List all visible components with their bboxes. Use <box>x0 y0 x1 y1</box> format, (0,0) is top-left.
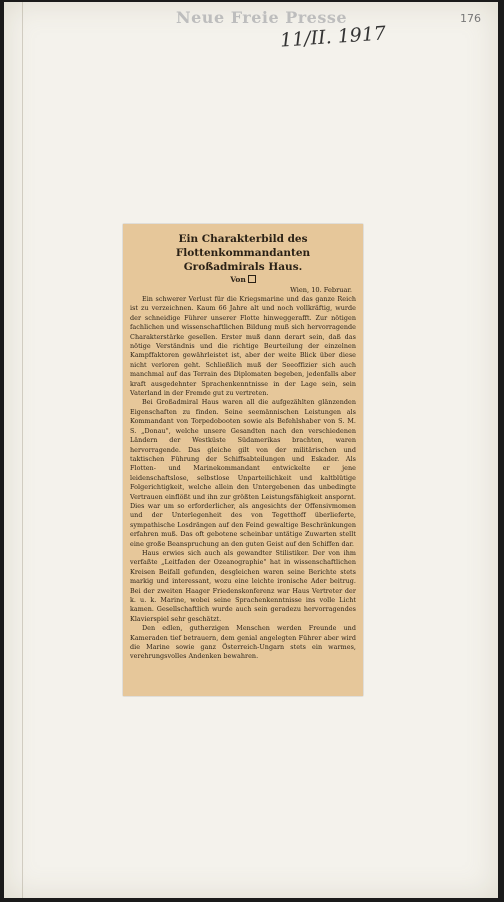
handwritten-date: 11/II. 1917 <box>279 22 387 52</box>
archive-page-number: 176 <box>460 12 481 25</box>
headline-line-1: Ein Charakterbild des Flottenkommandanten <box>175 233 311 259</box>
article-paragraph-1: Ein schwerer Verlust für die Kriegsmarine und das ganze Reich ist zu verzeichnen. Kaum 66 Jahre alt und noch vollkräftig, wurde der schneidige Führer unserer Flotte hinweggerafft. Zur nötigen fachlichen und wissenschaftlichen Bildung muß sich hervorragende Charakterstärke gesellen. Erster muß dann derart sein, daß das nötige Verständnis und die richtige Beurteilung der einzelnen Kampffaktoren gewährleistet ist, aber der weite Blick über diese nicht verloren geht. Schließlich muß der Seeoffizier sich auch manchmal auf das Terrain des Diplomaten begeben, jedenfalls aber kraft ausgedehnter Sprachenkenntnisse in der Lage sein, sein Vaterland in der Fremde gut zu vertreten. <box>130 295 356 398</box>
article-paragraph-4: Den edlen, gutherzigen Menschen werden Freunde und Kameraden tief betrauern, dem genial angelegten Führer aber wird die Marine sowie ganz Österreich-Ungarn stets ein warmes, verehrungsvolles Andenken bewahren. <box>130 624 356 661</box>
archive-sheet <box>4 2 498 898</box>
article-byline <box>130 275 356 284</box>
article-headline <box>130 232 356 274</box>
article-dateline: Wien, 10. Februar. <box>290 286 352 294</box>
byline-text: Von <box>230 275 246 284</box>
article-paragraph-2: Bei Großadmiral Haus waren all die aufgezählten glänzenden Eigenschaften zu finden. Seine seemännischen Leistungen als Kommandant von Torpedobooten sowie als Befehlshaber von S. M. S. „Donau", welche unsere Gesandten nach den verschiedenen Ländern der Westküste Südamerikas brachten, waren hervorragende. Das gleiche gilt von der militärischen und taktischen Führung der Schiffsabteilungen und Eskader. Als Flotten- und Marinekommandant entwickelte er jene leidenschaftslose, selbstlose Unparteilichkeit und kaltblütige Folgerichtigkeit, welche allein den Untergebenen das unbedingte Vertrauen einflößt und ihn zur größten Leistungsfähigkeit anspornt. Dies war um so erforderlicher, als angesichts der Offensivmomen und der Unterlegenheit des von Tegetthoff überlieferte, sympathische Losdrängen auf den Feind gewaltige Beschränkungen erfahren muß. Das oft gebotene scheinbar untätige Zuwarten stellt eine große Beanspruchung an den guten Geist auf den Schiffen dar. <box>130 398 356 548</box>
sheet-fold-line <box>22 2 23 898</box>
article-paragraph-3: Haus erwies sich auch als gewandter Stilistiker. Der von ihm verfaßte „Leitfaden der Ozeanographie" hat in wissenschaftlichen Kreisen Beifall gefunden, desgleichen waren seine Berichte stets markig und interessant, wozu eine leichte ironische Ader beitrug. Bei der zweiten Haager Friedenskonferenz war Haus Vertreter der k. u. k. Marine, wobei seine Sprachenkenntnisse ins volle Licht kamen. Gesellschaftlich wurde auch sein geradezu hervorragendes Klavierspiel sehr geschätzt. <box>130 548 356 623</box>
newspaper-name-stamp: Neue Freie Presse <box>176 8 348 27</box>
headline-line-2: Großadmirals Haus. <box>183 261 303 273</box>
byline-square-icon <box>248 275 256 283</box>
newspaper-clipping <box>123 224 363 696</box>
